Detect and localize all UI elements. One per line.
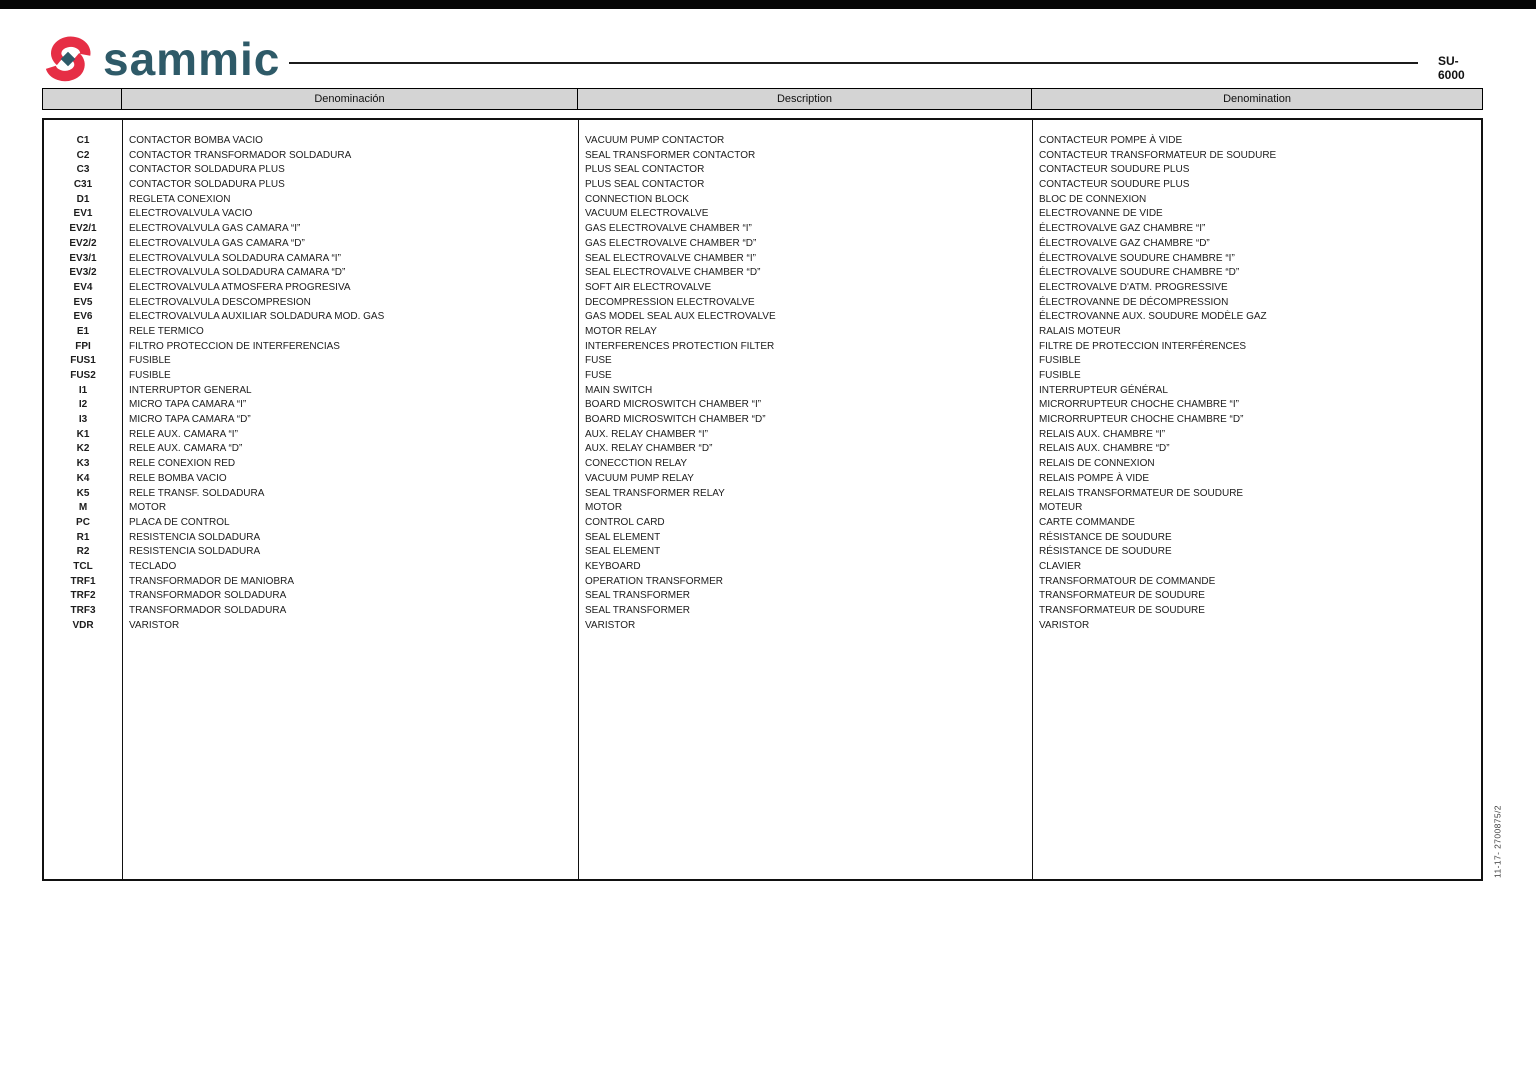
table-row — [44, 134, 1481, 149]
cell-en: PLUS SEAL CONTACTOR — [585, 179, 705, 191]
cell-code: EV4 — [73, 281, 93, 293]
cell-code: K5 — [76, 487, 90, 499]
cell-en: SOFT AIR ELECTROVALVE — [585, 281, 712, 293]
table-row — [44, 575, 1481, 590]
cell-en: CONECCTION RELAY — [585, 458, 688, 470]
cell-code: FUS1 — [70, 355, 96, 367]
cell-en: SEAL TRANSFORMER — [585, 605, 691, 616]
table-row — [44, 193, 1481, 208]
cell-es: MICRO TAPA CAMARA “I” — [129, 399, 247, 411]
cell-en: VACUUM ELECTROVALVE — [585, 208, 709, 220]
cell-fr: TRANSFORMATOUR DE COMMANDE — [1039, 575, 1216, 587]
table-row — [44, 545, 1481, 560]
table-row — [44, 472, 1481, 487]
cell-en: VACUUM PUMP CONTACTOR — [585, 135, 725, 146]
cell-code: EV6 — [73, 311, 93, 323]
cell-es: CONTACTOR SOLDADURA PLUS — [129, 179, 285, 191]
cell-en: SEAL TRANSFORMER RELAY — [585, 487, 725, 499]
cell-code: I1 — [78, 384, 88, 396]
legend-table-rows — [44, 134, 1481, 633]
cell-es: CONTACTOR SOLDADURA PLUS — [129, 164, 285, 176]
document-reference-vertical: 11-17- 2700875/2 — [1492, 805, 1503, 879]
cell-fr: RALAIS MOTEUR — [1039, 325, 1121, 337]
table-header-row — [42, 88, 1483, 110]
header-cell-denominacion: Denominación — [122, 89, 578, 109]
cell-en: CONTROL CARD — [585, 516, 665, 528]
brand-wordmark: sammic — [103, 33, 281, 85]
cell-fr: RELAIS POMPE À VIDE — [1039, 472, 1150, 484]
cell-code: EV2/1 — [69, 223, 97, 235]
cell-code: FUS2 — [70, 370, 96, 381]
cell-code: I2 — [78, 399, 88, 411]
cell-en: SEAL ELECTROVALVE CHAMBER “D” — [585, 267, 761, 279]
cell-en: VARISTOR — [585, 619, 636, 631]
cell-fr: TRANSFORMATEUR DE SOUDURE — [1039, 590, 1205, 602]
cell-en: FUSE — [585, 355, 612, 367]
cell-fr: BLOC DE CONNEXION — [1039, 193, 1147, 205]
cell-code: C3 — [76, 164, 90, 176]
cell-es: FUSIBLE — [129, 355, 171, 367]
cell-fr: RELAIS DE CONNEXION — [1039, 458, 1155, 470]
cell-fr: CARTE COMMANDE — [1039, 516, 1135, 528]
cell-es: PLACA DE CONTROL — [129, 516, 230, 528]
cell-fr: ÉLECTROVALVE GAZ CHAMBRE “I” — [1039, 223, 1206, 235]
cell-code: C31 — [73, 179, 93, 191]
cell-en: VACUUM PUMP RELAY — [585, 472, 694, 484]
cell-es: INTERRUPTOR GENERAL — [129, 384, 252, 396]
cell-fr: RELAIS AUX. CHAMBRE “I” — [1039, 428, 1166, 440]
table-row — [44, 384, 1481, 399]
cell-fr: MICRORRUPTEUR CHOCHE CHAMBRE “I” — [1039, 399, 1239, 411]
cell-code: FPI — [75, 340, 91, 352]
table-row — [44, 487, 1481, 502]
cell-es: RELE TRANSF. SOLDADURA — [129, 487, 265, 499]
cell-en: FUSE — [585, 370, 612, 381]
table-row — [44, 531, 1481, 546]
header-cell-code — [43, 89, 122, 109]
cell-fr: ÉLECTROVALVE SOUDURE CHAMBRE “I” — [1039, 252, 1235, 264]
cell-es: TRANSFORMADOR SOLDADURA — [129, 605, 287, 616]
cell-code: EV3/1 — [69, 252, 97, 264]
cell-es: ELECTROVALVULA GAS CAMARA “I” — [129, 223, 301, 235]
cell-en: SEAL ELEMENT — [585, 531, 661, 543]
table-row — [44, 340, 1481, 355]
cell-en: GAS ELECTROVALVE CHAMBER “D” — [585, 237, 757, 249]
table-row — [44, 354, 1481, 369]
cell-en: SEAL ELEMENT — [585, 546, 661, 558]
cell-es: MOTOR — [129, 502, 167, 514]
cell-code: R1 — [76, 531, 90, 543]
table-row — [44, 501, 1481, 516]
cell-en: AUX. RELAY CHAMBER “D” — [585, 443, 713, 455]
cell-code: I3 — [78, 414, 88, 426]
cell-code: EV5 — [73, 296, 93, 308]
cell-fr: RELAIS TRANSFORMATEUR DE SOUDURE — [1039, 487, 1244, 499]
cell-fr: RÉSISTANCE DE SOUDURE — [1039, 546, 1172, 558]
cell-code: K4 — [76, 472, 90, 484]
cell-code: VDR — [72, 619, 94, 631]
cell-es: ELECTROVALVULA SOLDADURA CAMARA “D” — [129, 267, 346, 279]
table-row — [44, 369, 1481, 384]
table-row — [44, 178, 1481, 193]
cell-es: ELECTROVALVULA ATMOSFERA PROGRESIVA — [129, 281, 351, 293]
cell-es: MICRO TAPA CAMARA “D” — [129, 414, 251, 426]
header-cell-description: Description — [578, 89, 1032, 109]
cell-es: FUSIBLE — [129, 370, 171, 381]
cell-fr: ÉLECTROVANNE DE DÉCOMPRESSION — [1039, 296, 1229, 308]
table-row — [44, 281, 1481, 296]
table-row — [44, 325, 1481, 340]
cell-code: C1 — [76, 135, 90, 146]
table-row — [44, 457, 1481, 472]
table-row — [44, 149, 1481, 164]
cell-code: R2 — [76, 546, 90, 558]
cell-fr: ELECTROVANNE DE VIDE — [1039, 208, 1163, 220]
cell-code: K2 — [76, 443, 90, 455]
table-row — [44, 619, 1481, 634]
cell-fr: ELECTROVALVE D'ATM. PROGRESSIVE — [1039, 281, 1228, 293]
cell-code: K1 — [76, 428, 90, 440]
table-row — [44, 604, 1481, 619]
cell-fr: ÉLECTROVALVE GAZ CHAMBRE “D” — [1039, 237, 1210, 249]
cell-code: TRF1 — [70, 575, 96, 587]
cell-fr: INTERRUPTEUR GÉNÉRAL — [1039, 384, 1168, 396]
cell-code: E1 — [76, 325, 90, 337]
cell-es: ELECTROVALVULA SOLDADURA CAMARA “I” — [129, 252, 341, 264]
cell-en: GAS ELECTROVALVE CHAMBER “I” — [585, 223, 752, 235]
cell-fr: CLAVIER — [1039, 560, 1082, 572]
cell-fr: MOTEUR — [1039, 502, 1083, 514]
cell-es: VARISTOR — [129, 619, 180, 631]
cell-code: TCL — [73, 560, 93, 572]
cell-es: REGLETA CONEXION — [129, 193, 231, 205]
table-row — [44, 252, 1481, 267]
cell-code: EV2/2 — [69, 237, 97, 249]
cell-fr: FUSIBLE — [1039, 370, 1081, 381]
cell-en: OPERATION TRANSFORMER — [585, 575, 723, 587]
cell-es: RELE CONEXION RED — [129, 458, 236, 470]
table-row — [44, 237, 1481, 252]
cell-en: MAIN SWITCH — [585, 384, 653, 396]
cell-en: INTERFERENCES PROTECTION FILTER — [585, 340, 775, 352]
cell-es: CONTACTOR BOMBA VACIO — [129, 135, 263, 146]
header-rule-line — [289, 62, 1418, 64]
table-row — [44, 163, 1481, 178]
cell-code: M — [78, 502, 88, 514]
cell-es: CONTACTOR TRANSFORMADOR SOLDADURA — [129, 149, 352, 161]
model-code: SU-6000 — [1438, 54, 1465, 82]
cell-en: SEAL TRANSFORMER — [585, 590, 691, 602]
table-row — [44, 296, 1481, 311]
components-legend-table — [42, 118, 1483, 881]
cell-es: FILTRO PROTECCION DE INTERFERENCIAS — [129, 340, 340, 352]
cell-en: PLUS SEAL CONTACTOR — [585, 164, 705, 176]
cell-es: ELECTROVALVULA GAS CAMARA “D” — [129, 237, 305, 249]
cell-fr: RELAIS AUX. CHAMBRE “D” — [1039, 443, 1170, 455]
cell-fr: FUSIBLE — [1039, 355, 1081, 367]
cell-es: RESISTENCIA SOLDADURA — [129, 546, 261, 558]
sammic-logo — [42, 33, 280, 85]
cell-fr: CONTACTEUR POMPE À VIDE — [1039, 135, 1183, 146]
scan-edge-bar — [0, 0, 1536, 9]
table-row — [44, 589, 1481, 604]
cell-code: EV3/2 — [69, 267, 97, 279]
cell-code: TRF3 — [70, 605, 96, 616]
cell-fr: ÉLECTROVALVE SOUDURE CHAMBRE “D” — [1039, 267, 1240, 279]
table-row — [44, 413, 1481, 428]
cell-en: BOARD MICROSWITCH CHAMBER “D” — [585, 414, 766, 426]
table-row — [44, 266, 1481, 281]
cell-code: TRF2 — [70, 590, 96, 602]
table-row — [44, 516, 1481, 531]
cell-code: PC — [76, 516, 90, 528]
cell-fr: RÉSISTANCE DE SOUDURE — [1039, 531, 1172, 543]
cell-en: KEYBOARD — [585, 560, 641, 572]
sammic-logo-icon — [42, 33, 94, 85]
cell-en: SEAL TRANSFORMER CONTACTOR — [585, 149, 756, 161]
cell-fr: CONTACTEUR TRANSFORMATEUR DE SOUDURE — [1039, 149, 1277, 161]
cell-es: RELE AUX. CAMARA “D” — [129, 443, 243, 455]
cell-code: D1 — [76, 193, 90, 205]
cell-es: ELECTROVALVULA DESCOMPRESION — [129, 296, 311, 308]
cell-en: BOARD MICROSWITCH CHAMBER “I” — [585, 399, 762, 411]
cell-es: TRANSFORMADOR SOLDADURA — [129, 590, 287, 602]
cell-en: SEAL ELECTROVALVE CHAMBER “I” — [585, 252, 756, 264]
cell-fr: FILTRE DE PROTECCION INTERFÉRENCES — [1039, 340, 1247, 352]
table-row — [44, 310, 1481, 325]
cell-en: CONNECTION BLOCK — [585, 193, 689, 205]
cell-fr: TRANSFORMATEUR DE SOUDURE — [1039, 605, 1205, 616]
table-row — [44, 560, 1481, 575]
cell-es: RESISTENCIA SOLDADURA — [129, 531, 261, 543]
cell-es: RELE BOMBA VACIO — [129, 472, 227, 484]
table-row — [44, 442, 1481, 457]
cell-en: AUX. RELAY CHAMBER “I” — [585, 428, 708, 440]
cell-en: DECOMPRESSION ELECTROVALVE — [585, 296, 755, 308]
cell-code: EV1 — [73, 208, 93, 220]
table-row — [44, 428, 1481, 443]
cell-fr: CONTACTEUR SOUDURE PLUS — [1039, 179, 1190, 191]
cell-fr: VARISTOR — [1039, 619, 1090, 631]
table-row — [44, 398, 1481, 413]
cell-es: ELECTROVALVULA AUXILIAR SOLDADURA MOD. GAS — [129, 311, 385, 323]
cell-es: TECLADO — [129, 560, 177, 572]
cell-en: MOTOR RELAY — [585, 325, 657, 337]
cell-fr: MICRORRUPTEUR CHOCHE CHAMBRE “D” — [1039, 414, 1244, 426]
cell-es: TRANSFORMADOR DE MANIOBRA — [129, 575, 295, 587]
cell-fr: ÉLECTROVANNE AUX. SOUDURE MODÈLE GAZ — [1039, 311, 1267, 323]
cell-es: RELE AUX. CAMARA “I” — [129, 428, 238, 440]
cell-es: ELECTROVALVULA VACIO — [129, 208, 253, 220]
cell-en: GAS MODEL SEAL AUX ELECTROVALVE — [585, 311, 776, 323]
cell-code: C2 — [76, 149, 90, 161]
table-row — [44, 222, 1481, 237]
cell-es: RELE TERMICO — [129, 325, 204, 337]
header-cell-denomination: Denomination — [1223, 93, 1291, 105]
cell-en: MOTOR — [585, 502, 623, 514]
cell-code: K3 — [76, 458, 90, 470]
cell-fr: CONTACTEUR SOUDURE PLUS — [1039, 164, 1190, 176]
table-row — [44, 207, 1481, 222]
